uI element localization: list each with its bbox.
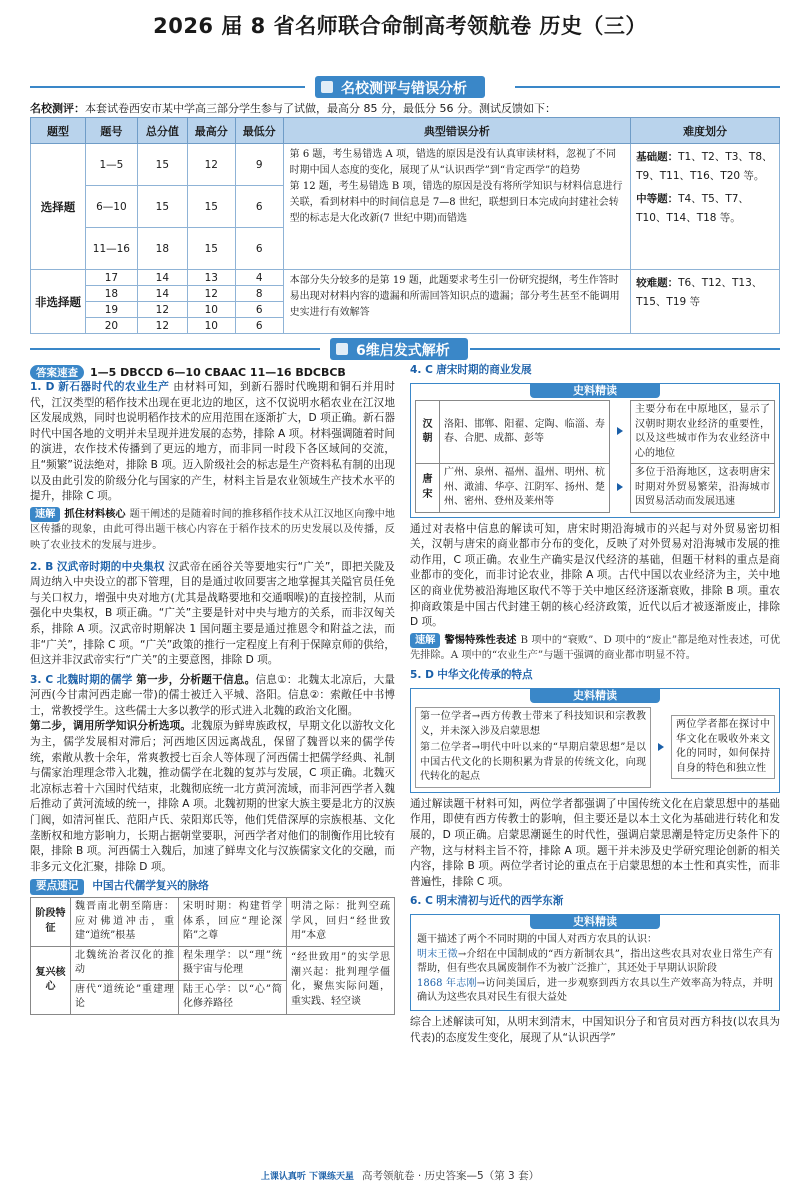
intro-text: 本套试卷西安市某中学高三部分学生参与了试做，最高分 85 分，最低分 56 分。测试反馈如下： bbox=[85, 102, 556, 115]
table-header: 最低分 bbox=[235, 118, 283, 144]
table-cell: 14 bbox=[137, 270, 187, 286]
q4-topic: 唐宋时期的商业发展 bbox=[436, 364, 532, 376]
score-table bbox=[30, 117, 780, 334]
type-cell: 选择题 bbox=[31, 144, 86, 270]
left-column bbox=[30, 380, 395, 1015]
table-cell: 唐代“道统论”重建理论 bbox=[71, 980, 179, 1014]
question-3 bbox=[30, 673, 395, 876]
q6-body: 综合上述解读可知，从明末到清末，中国知识分子和官员对西方科技(以农具为代表)的态度发生变化，展现了从“认识西学” bbox=[410, 1015, 780, 1044]
difficulty-label: 基础题： bbox=[636, 151, 679, 163]
divider bbox=[30, 348, 320, 350]
difficulty-choice bbox=[631, 144, 780, 270]
scholar-2-text: 第二位学者→明代中叶以来的“早期启蒙思想”是以中国古代文化的长期积累为背景的传统文化，向现代转化的起点 bbox=[420, 742, 646, 783]
q3-summary-heading bbox=[30, 879, 395, 895]
tip-text: 题干阐述的是随着时间的推移稻作技术从江汉地区向豫中地区传播的现象，由此可得出题干核心内容在于稻作技术的历史发展以及传播，反映了农业技术的发展与进步。 bbox=[30, 508, 396, 551]
box-title: 史料精读 bbox=[530, 688, 660, 704]
q4-source-box bbox=[410, 383, 780, 518]
difficulty-label: 中等题： bbox=[636, 193, 679, 205]
q6-topic: 明末清初与近代的西学东渐 bbox=[436, 895, 564, 908]
type-cell: 非选择题 bbox=[31, 270, 86, 334]
table-row bbox=[31, 270, 780, 286]
table-cell: 明清之际：批判空疏学风，回归“经世致用”本意 bbox=[287, 898, 395, 947]
table-cell: 12 bbox=[137, 302, 187, 318]
table-cell: 12 bbox=[187, 286, 235, 302]
q5-topic: 中华文化传承的特点 bbox=[437, 669, 533, 682]
q6-intro: 题干描述了两个不同时期的中国人对西方农具的认识： bbox=[417, 934, 657, 946]
difficulty-nonchoice bbox=[631, 270, 780, 334]
q4-city-table bbox=[415, 400, 775, 513]
table-cell: 6 bbox=[235, 318, 283, 334]
tip-text: B 项中的“衰败”、D 项中的“废止”都是绝对性表述，可优先排除。A 项中的“农业生产”与题干强调的商业都市明显不符。 bbox=[410, 634, 781, 662]
q2-topic: 汉武帝时期的中央集权 bbox=[56, 560, 165, 573]
q4-number: 4. C bbox=[410, 364, 433, 376]
table-header: 题号 bbox=[85, 118, 137, 144]
table-cell: 10 bbox=[187, 302, 235, 318]
difficulty-items: T4、T5、T7、T10、T14、T18 等。 bbox=[636, 193, 749, 224]
table-header: 题型 bbox=[31, 118, 86, 144]
intro-label: 名校测评： bbox=[30, 102, 85, 115]
summary-title: 中国古代儒学复兴的脉络 bbox=[92, 880, 209, 893]
row-head: 复兴核心 bbox=[31, 946, 71, 1014]
answer-key-text: 1—5 DBCCD 6—10 CBAAC 11—16 BDCBCB bbox=[90, 366, 346, 379]
table-cell: 20 bbox=[85, 318, 137, 334]
intro-line bbox=[30, 100, 780, 116]
box-title: 史料精读 bbox=[530, 914, 660, 930]
confucianism-table bbox=[30, 897, 395, 1015]
table-header: 难度划分 bbox=[631, 118, 780, 144]
page-footer bbox=[0, 1168, 800, 1183]
table-cell: 4 bbox=[235, 270, 283, 286]
q4-body: 通过对表格中信息的解读可知，唐宋时期沿海城市的兴起与对外贸易密切相关，汉朝与唐宋的商业都市分布的变化，反映了对外贸易对沿海城市发展的推动作用，C 项正确。农业生产确实是汉代经济的基础，但题干材料的重点是商业都市的变化，而非讨论农业，排除 A 项。古代中国以农业经济为主，关中地区的商业优势被沿海地区取代不等于关中地区经济逐渐衰败，排除 B 项。重农抑商政策是中国古代封建王朝的核心经济政策，近代以后才被逐渐废止，排除 D 项。 bbox=[410, 522, 780, 629]
table-cell: 北魏统治者汉化的推动 bbox=[71, 946, 179, 980]
table-row bbox=[31, 144, 780, 186]
table-row bbox=[31, 946, 395, 980]
q3-step2-label: 第二步，调用所学知识分析选项。 bbox=[30, 720, 192, 733]
table-cell: 15 bbox=[137, 186, 187, 228]
q2-number: 2. B bbox=[30, 560, 54, 573]
city-note: 多位于沿海地区，这表明唐宋时期对外贸易繁荣，沿海城市因贸易活动而发展迅速 bbox=[631, 464, 775, 513]
table-cell: 17 bbox=[85, 270, 137, 286]
q1-body: 由材料可知，到新石器时代晚期和铜石并用时代，江汉类型的稻作技术出现在更北边的地区，这不仅说明水稻农业在江汉地区发展成熟，同时也说明稻作技术的应用范围在逐渐扩大，D 项正确。新石器时代中国各地的文明并未呈现并进发展的态势，排除 A 项。材料强调随着时间的演进，农作技术传播到了更远的地方，而非同一时段下各区域间的交流，且“频繁”说法绝对，排除 B 项。迈入阶级社会的标志是生产资料私有制的出现以及由此引发的阶级分化与国家的产生，材料主旨是农业领域生产技术水平的提升，排除 C 项。 bbox=[30, 381, 395, 503]
right-column bbox=[410, 363, 780, 1046]
q3-step1: 信息①：北魏太北凉后，大量河西(今甘肃河西走廊一带)的儒士被迁入平城、洛阳。信息②：索敞任中书博士，常教授学生。这些儒士大多以教学的形式进入北魏的政治文化圈。 bbox=[30, 673, 396, 717]
arrow-icon bbox=[610, 464, 631, 513]
city-list: 洛阳、邯郸、阳翟、定陶、临淄、寿春、合肥、成都、彭等 bbox=[440, 401, 610, 464]
table-cell: 10 bbox=[187, 318, 235, 334]
difficulty-items: T1、T2、T3、T8、T9、T11、T16、T20 等。 bbox=[636, 151, 773, 182]
table-cell: 11—16 bbox=[85, 228, 137, 270]
answer-key-tag: 答案速查 bbox=[30, 365, 84, 380]
table-row bbox=[416, 401, 775, 464]
table-cell: “经世致用”的实学思潮兴起：批判理学僵化，聚焦实际问题，重实践、轻空谈 bbox=[287, 946, 395, 1014]
table-cell: 19 bbox=[85, 302, 137, 318]
q6-source-box bbox=[410, 914, 780, 1011]
scholar-summary: 两位学者都在探讨中华文化在吸收外来文化的同时，如何保持自身的特色和独立性 bbox=[671, 715, 775, 779]
summary-label: 要点速记 bbox=[30, 879, 84, 895]
question-5 bbox=[410, 668, 780, 684]
table-cell: 15 bbox=[187, 228, 235, 270]
section-banner-explanation: 6维启发式解析 bbox=[330, 338, 468, 360]
table-header: 最高分 bbox=[187, 118, 235, 144]
q6-p2-label: 1868 年志刚 bbox=[417, 977, 477, 989]
q3-number: 3. C bbox=[30, 673, 54, 686]
difficulty-label: 较难题： bbox=[636, 277, 679, 289]
footer-logo: 上课认真听 下课练天星 bbox=[260, 1172, 355, 1182]
answer-key bbox=[30, 365, 346, 380]
table-cell: 6 bbox=[235, 302, 283, 318]
table-cell: 1—5 bbox=[85, 144, 137, 186]
question-4 bbox=[410, 363, 780, 379]
divider bbox=[515, 86, 780, 88]
table-header: 总分值 bbox=[137, 118, 187, 144]
q6-notes: 题干描述了两个不同时期的中国人对西方农具的认识： 明末王徵→介绍在中国制成的“西方新制农具”，指出这些农具对农业日常生产有帮助，但有些农具属废制作不为被广泛推广，其还处于早期认识阶段 1868 年志刚→访问美国后，进一步观察到西方农具以生产效率高为特点，并明确认为这些农具对民生有很大益处 bbox=[417, 934, 773, 1004]
question-2 bbox=[30, 560, 395, 669]
question-1 bbox=[30, 380, 395, 505]
q1-number: 1. D bbox=[30, 381, 55, 393]
question-6 bbox=[410, 894, 780, 910]
table-cell: 6 bbox=[235, 186, 283, 228]
q5-number: 5. D bbox=[410, 669, 434, 682]
table-cell: 6—10 bbox=[85, 186, 137, 228]
table-cell: 14 bbox=[137, 286, 187, 302]
table-header: 典型错误分析 bbox=[283, 118, 630, 144]
table-cell: 8 bbox=[235, 286, 283, 302]
table-header-row bbox=[31, 118, 780, 144]
q3-step1-label: 第一步，分析题干信息。 bbox=[136, 673, 256, 686]
error-analysis-nonchoice: 本部分失分较多的是第 19 题，此题要求考生引一份研究提纲，考生作答时易出现对材料内容的遗漏和所需回答知识点的遗漏；部分考生甚至不能调用史实进行有效解答 bbox=[283, 270, 630, 334]
dynasty-label: 汉朝 bbox=[416, 401, 440, 464]
tip-key: 警惕特殊性表述 bbox=[444, 634, 517, 646]
q6-number: 6. C bbox=[410, 895, 433, 908]
city-list: 广州、泉州、福州、温州、明州、杭州、澉浦、华亭、江阴军、扬州、楚州、密州、登州及莱州等 bbox=[440, 464, 610, 513]
table-cell: 12 bbox=[137, 318, 187, 334]
section-banner-analysis: 名校测评与错误分析 bbox=[315, 76, 485, 98]
q5-source-box bbox=[410, 688, 780, 793]
table-cell: 6 bbox=[235, 228, 283, 270]
divider bbox=[30, 86, 305, 88]
table-cell: 18 bbox=[85, 286, 137, 302]
table-cell: 15 bbox=[137, 144, 187, 186]
city-note: 主要分布在中原地区，显示了汉朝时期农业经济的重要性，以及这些城市作为农业经济中心的地位 bbox=[631, 401, 775, 464]
error-analysis-choice bbox=[283, 144, 630, 270]
difficulty-items: T6、T12、T13、T15、T19 等 bbox=[636, 277, 763, 308]
q1-tip bbox=[30, 507, 395, 554]
q6-p1-label: 明末王徵 bbox=[417, 948, 458, 960]
table-cell: 宋明时期：构建哲学体系，回应“理论深陷”之尊 bbox=[179, 898, 287, 947]
row-head: 阶段特征 bbox=[31, 898, 71, 947]
table-row bbox=[416, 464, 775, 513]
tip-label: 速解 bbox=[30, 507, 60, 523]
table-cell: 魏晋南北朝至隋唐：应对佛道冲击，重建“道统”根基 bbox=[71, 898, 179, 947]
table-cell: 9 bbox=[235, 144, 283, 186]
q2-body: 汉武帝在函谷关等要地实行“广关”，即把关陇及周边纳入中央设立的郡下管理，目的是通过收回要害之地掌握其关隘官员任免与关口权力，增强中央对地方(尤其是战略要地和交通咽喉)的直接控制，从而强化中央集权，B 项正确。“广关”主要是针对中央与地方的关系，而非汉匈关系，排除 A 项。汉武帝时期解决 1 国问题主要是通过推恩令和附益之法，而非“广关”，排除 C 项。“广关”政策的推行一定程度上有利于保障京师的供给，但这并非汉武帝实行“广关”的主要意图，排除 D 项。 bbox=[30, 560, 395, 667]
table-cell: 15 bbox=[187, 186, 235, 228]
q5-body: 通过解读题干材料可知，两位学者都强调了中国传统文化在启蒙思想中的基础作用，即使有西方传教士的影响，但主要还是以本土文化为基础进行转化和发展的，D 项正确。启蒙思潮诞生的时代性，强调启蒙思潮是特定历史条件下的产物，这与材料主旨不符，排除 A 项。题干并未涉及史学研究理论创新的相关内容，排除 B 项。两位学者讨论的重点在于启蒙思想的本土性和真实性，而非普遍性，排除 C 项。 bbox=[410, 797, 780, 888]
q1-topic: 新石器时代的农业生产 bbox=[58, 381, 170, 393]
arrow-icon bbox=[610, 401, 631, 464]
table-cell: 陆王心学：以“心”简化修养路径 bbox=[179, 980, 287, 1014]
q3-topic: 北魏时期的儒学 bbox=[56, 673, 133, 686]
q4-tip bbox=[410, 633, 780, 664]
q6-p1: 介绍在中国制成的“西方新制农具”，指出这些农具对农业日常生产有帮助，但有些农具属废制作不为被广泛推广，其还处于早期认识阶段 bbox=[417, 948, 773, 975]
analysis-text: 第 6 题，考生易错选 A 项，错选的原因是没有认真审读材料，忽视了不同时期中国人态度的变化，展现了从“认识西学”到“肯定西学”的趋势 第 12 题，考生易错选 B 项，错选的原因是没有将所学知识与材料信息进行关联，看到材料中的时间信息是 7—8 世纪，联想到日本完成向封建社会转型的标志是大化改新(7 世纪中期)而错选 bbox=[289, 149, 623, 224]
q6-p2: 访问美国后，进一步观察到西方农具以生产效率高为特点，并明确认为这些农具对民生有很大益处 bbox=[417, 977, 773, 1004]
table-cell: 程朱理学：以“理”统摄宇宙与伦理 bbox=[179, 946, 287, 980]
box-title: 史料精读 bbox=[530, 383, 660, 399]
table-row bbox=[31, 898, 395, 947]
footer-text: 高考领航卷 · 历史答案—5（第 3 套） bbox=[362, 1170, 540, 1182]
q3-step2: 北魏原为鲜卑族政权，早期文化以游牧文化为主，儒学发展相对滞后；河西地区因远离战乱，保留了魏晋以来的儒学传统，索敞从教十余年，常爽教授七百余人等体现了河西儒士把儒学经典、礼制与儒家治理理念带入北魏，推动儒学在北魏的复苏与发展，C 项正确。北魏灭北凉标志着十六国时代结束，北魏彻底统一北方黄河流域，而非河西学者入魏后推动了黄河流域的统一，排除 A 项。北魏初期的世家大族主要是北方的汉族门阀，如清河崔氏、范阳卢氏、荥阳郑氏等，他们凭借深厚的宗族根基、文化垄断权和地方影响力，长期占据朝堂要职，河西学者对他们的制衡作用比较有限，排除 B 项。河西儒士入魏后，加速了鲜卑文化与汉族儒家文化的交融，而非多元文化汇聚，排除 D 项。 bbox=[30, 720, 395, 873]
table-cell: 13 bbox=[187, 270, 235, 286]
table-cell: 12 bbox=[187, 144, 235, 186]
dynasty-label: 唐宋 bbox=[416, 464, 440, 513]
page-title: 2026 届 8 省名师联合命制高考领航卷 历史（三） bbox=[153, 14, 647, 38]
tip-label: 速解 bbox=[410, 633, 440, 649]
table-cell: 18 bbox=[137, 228, 187, 270]
scholar-1-text: 第一位学者→西方传教士带来了科技知识和宗教教义，并未深入涉及启蒙思想 bbox=[420, 711, 646, 737]
arrow-icon bbox=[658, 743, 664, 751]
tip-key: 抓住材料核心 bbox=[64, 508, 126, 520]
divider bbox=[470, 348, 780, 350]
